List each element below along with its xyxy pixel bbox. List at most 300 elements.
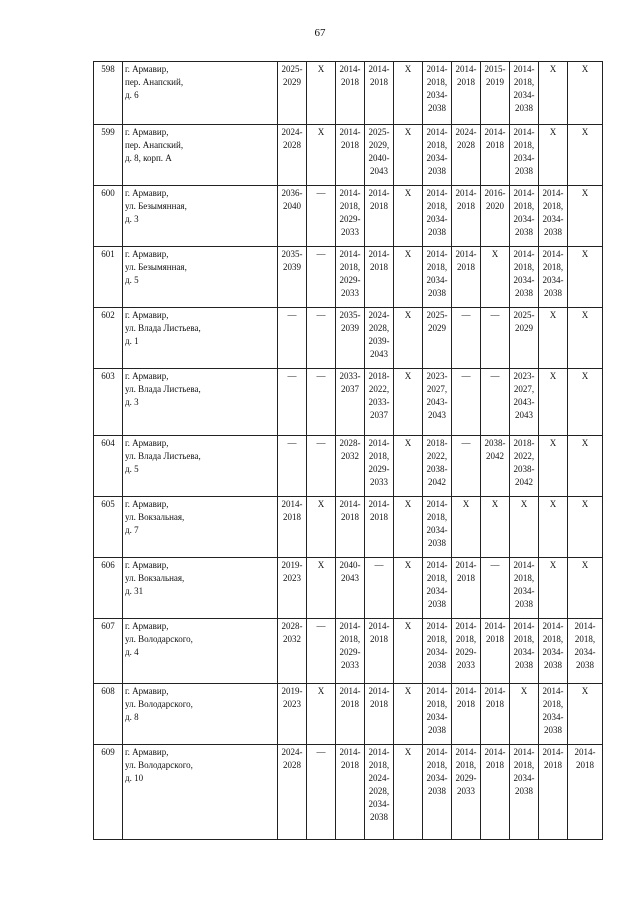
period-line: 2014- <box>339 249 361 259</box>
period-line: — <box>316 310 326 320</box>
period-line: 2039- <box>368 336 390 346</box>
period-line: — <box>287 310 297 320</box>
period-cell <box>423 186 452 247</box>
period-line: 2034- <box>426 90 448 100</box>
period-line: — <box>316 621 326 631</box>
period-line: 2022, <box>513 451 535 461</box>
period-cell <box>278 558 307 619</box>
period-cell <box>452 436 481 497</box>
period-line: 2016- <box>484 188 506 198</box>
period-line: 2014- <box>484 621 506 631</box>
period-line: 2018, <box>542 262 564 272</box>
period-cell <box>423 745 452 840</box>
period-line: 2019- <box>281 560 303 570</box>
period-line: 2034- <box>513 586 535 596</box>
period-cell <box>481 745 510 840</box>
period-line: 2018 <box>370 77 388 87</box>
period-line: — <box>316 371 326 381</box>
period-line: 2018 <box>457 201 475 211</box>
address-cell <box>123 684 278 745</box>
period-line: 2038 <box>428 288 446 298</box>
period-line: 2018- <box>426 438 448 448</box>
table-row <box>94 745 603 840</box>
period-cell <box>510 125 539 186</box>
period-line: X <box>581 249 589 259</box>
period-line: 2034- <box>513 214 535 224</box>
period-cell <box>510 684 539 745</box>
address-line: г. Армавир, <box>125 686 169 696</box>
period-line: 2042 <box>515 477 533 487</box>
period-cell <box>365 308 394 369</box>
period-line: X <box>549 438 557 448</box>
period-cell <box>336 619 365 684</box>
period-line: 2025- <box>368 127 390 137</box>
address-line: г. Армавир, <box>125 188 169 198</box>
period-cell <box>539 684 568 745</box>
period-cell <box>452 186 481 247</box>
period-line: X <box>549 64 557 74</box>
period-line: 2014- <box>542 686 564 696</box>
period-line: 2038 <box>515 660 533 670</box>
address-line: д. 8 <box>125 712 139 722</box>
address-line: г. Армавир, <box>125 64 169 74</box>
period-line: 2033- <box>368 397 390 407</box>
period-cell <box>481 497 510 558</box>
period-line: 2034- <box>542 712 564 722</box>
period-line: 2033 <box>341 660 359 670</box>
table-row <box>94 125 603 186</box>
period-line: 2014- <box>339 64 361 74</box>
period-line: 2014- <box>513 64 535 74</box>
period-line: 2018, <box>542 634 564 644</box>
period-cell <box>394 125 423 186</box>
period-line: 2018, <box>513 201 535 211</box>
address-line: д. 6 <box>125 90 139 100</box>
period-cell <box>307 619 336 684</box>
period-line: 2038 <box>370 812 388 822</box>
period-line: 2040- <box>368 153 390 163</box>
period-line: 2014- <box>339 686 361 696</box>
period-line: 2038 <box>544 725 562 735</box>
period-line: X <box>317 64 325 74</box>
period-line: 2014- <box>513 127 535 137</box>
period-line: — <box>490 371 500 381</box>
period-line: 2018, <box>513 634 535 644</box>
address-line: ул. Безымянная, <box>125 262 187 272</box>
period-line: 2014- <box>426 686 448 696</box>
period-cell <box>481 186 510 247</box>
period-line: 2018 <box>341 77 359 87</box>
period-line: 2029- <box>455 647 477 657</box>
period-line: 2014- <box>513 560 535 570</box>
row-number: 609 <box>94 745 123 840</box>
period-cell <box>452 308 481 369</box>
period-line: 2038 <box>515 786 533 796</box>
period-line: 2025- <box>513 310 535 320</box>
address-line: д. 3 <box>125 397 139 407</box>
period-cell <box>510 619 539 684</box>
period-cell <box>365 497 394 558</box>
period-line: 2024- <box>368 310 390 320</box>
period-line: 2014- <box>484 127 506 137</box>
table-row <box>94 247 603 308</box>
address-line: г. Армавир, <box>125 127 169 137</box>
period-line: — <box>461 310 471 320</box>
address-cell <box>123 62 278 125</box>
period-line: 2028, <box>368 786 390 796</box>
period-cell <box>394 247 423 308</box>
period-line: 2018 <box>457 699 475 709</box>
period-line: 2039 <box>283 262 301 272</box>
period-cell <box>510 62 539 125</box>
table-row <box>94 62 603 125</box>
period-cell <box>452 684 481 745</box>
address-cell <box>123 186 278 247</box>
period-line: 2038 <box>428 103 446 113</box>
page-number: 67 <box>314 27 326 39</box>
period-cell <box>539 62 568 125</box>
period-line: — <box>287 371 297 381</box>
period-line: 2014- <box>484 747 506 757</box>
period-line: 2038 <box>428 538 446 548</box>
period-line: 2038 <box>428 166 446 176</box>
address-line: ул. Влада Листьева, <box>125 384 201 394</box>
period-line: X <box>317 560 325 570</box>
period-line: 2043 <box>515 410 533 420</box>
period-cell <box>336 497 365 558</box>
period-line: 2028 <box>283 140 301 150</box>
period-cell <box>481 308 510 369</box>
period-cell <box>307 308 336 369</box>
period-line: 2014- <box>455 188 477 198</box>
period-line: 2018 <box>370 262 388 272</box>
period-cell <box>423 684 452 745</box>
period-line: X <box>317 127 325 137</box>
period-line: 2018, <box>513 262 535 272</box>
period-line: 2014- <box>368 64 390 74</box>
address-line: ул. Володарского, <box>125 699 193 709</box>
period-cell <box>278 308 307 369</box>
period-cell <box>539 619 568 684</box>
table-row <box>94 684 603 745</box>
period-cell <box>394 62 423 125</box>
period-line: 2014- <box>368 621 390 631</box>
schedule-table <box>93 61 603 840</box>
period-line: 2018 <box>370 201 388 211</box>
period-line: 2034- <box>513 153 535 163</box>
period-line: 2018 <box>457 262 475 272</box>
period-line: 2014- <box>426 64 448 74</box>
period-line: 2014- <box>484 686 506 696</box>
period-line: — <box>316 188 326 198</box>
period-line: 2038 <box>428 725 446 735</box>
period-line: 2023 <box>283 573 301 583</box>
period-line: 2018 <box>486 634 504 644</box>
address-line: д. 10 <box>125 773 144 783</box>
period-line: X <box>549 371 557 381</box>
period-line: X <box>581 560 589 570</box>
period-line: — <box>461 371 471 381</box>
address-line: д. 7 <box>125 525 139 535</box>
period-cell <box>423 369 452 436</box>
period-cell <box>307 684 336 745</box>
period-cell <box>307 558 336 619</box>
period-line: 2014- <box>426 188 448 198</box>
period-line: 2038 <box>515 288 533 298</box>
period-cell <box>365 436 394 497</box>
address-cell <box>123 308 278 369</box>
period-cell <box>394 369 423 436</box>
period-line: X <box>404 560 412 570</box>
period-line: 2034- <box>426 525 448 535</box>
period-line: 2014- <box>513 747 535 757</box>
period-cell <box>481 369 510 436</box>
period-cell <box>278 369 307 436</box>
period-line: 2033 <box>457 786 475 796</box>
period-line: 2024- <box>368 773 390 783</box>
period-line: 2014- <box>574 747 596 757</box>
period-line: X <box>581 127 589 137</box>
period-line: 2042 <box>428 477 446 487</box>
period-line: 2028 <box>283 760 301 770</box>
period-cell <box>278 62 307 125</box>
address-cell <box>123 247 278 308</box>
period-line: 2018, <box>542 201 564 211</box>
period-line: 2018 <box>283 512 301 522</box>
period-line: 2023 <box>283 699 301 709</box>
table-body <box>94 62 603 840</box>
period-cell <box>365 619 394 684</box>
period-line: 2018, <box>339 262 361 272</box>
period-cell <box>452 558 481 619</box>
period-line: X <box>581 686 589 696</box>
period-line: 2014- <box>542 249 564 259</box>
period-line: 2018 <box>370 699 388 709</box>
address-line: д. 4 <box>125 647 139 657</box>
period-cell <box>336 558 365 619</box>
period-line: — <box>316 438 326 448</box>
period-cell <box>423 558 452 619</box>
period-line: 2043- <box>513 397 535 407</box>
period-cell <box>539 125 568 186</box>
period-cell <box>568 62 603 125</box>
period-cell <box>307 62 336 125</box>
period-line: X <box>581 371 589 381</box>
period-line: 2018, <box>513 140 535 150</box>
period-cell <box>539 558 568 619</box>
period-cell <box>452 497 481 558</box>
period-cell <box>568 308 603 369</box>
period-line: 2034- <box>513 773 535 783</box>
period-cell <box>568 684 603 745</box>
period-line: 2023- <box>426 371 448 381</box>
period-line: 2018, <box>542 699 564 709</box>
period-line: 2034- <box>426 712 448 722</box>
period-cell <box>278 619 307 684</box>
period-cell <box>510 247 539 308</box>
period-line: 2023- <box>513 371 535 381</box>
period-line: 2037 <box>370 410 388 420</box>
period-line: 2014- <box>513 249 535 259</box>
period-line: 2018 <box>341 699 359 709</box>
period-cell <box>481 125 510 186</box>
period-line: 2034- <box>426 214 448 224</box>
period-cell <box>394 684 423 745</box>
period-line: 2024- <box>281 127 303 137</box>
table-row <box>94 308 603 369</box>
period-line: 2018, <box>426 699 448 709</box>
period-line: 2018, <box>368 451 390 461</box>
period-cell <box>568 186 603 247</box>
period-cell <box>365 684 394 745</box>
period-line: 2034- <box>574 647 596 657</box>
period-line: 2029- <box>455 773 477 783</box>
period-line: — <box>316 747 326 757</box>
address-line: пер. Анапский, <box>125 77 184 87</box>
period-cell <box>307 745 336 840</box>
period-line: 2040- <box>339 560 361 570</box>
period-cell <box>568 369 603 436</box>
period-line: 2018- <box>513 438 535 448</box>
address-line: ул. Вокзальная, <box>125 573 185 583</box>
table-row <box>94 497 603 558</box>
period-line: 2015- <box>484 64 506 74</box>
period-cell <box>481 558 510 619</box>
period-line: 2039 <box>341 323 359 333</box>
period-line: 2019 <box>486 77 504 87</box>
period-line: 2014- <box>455 686 477 696</box>
period-cell <box>394 745 423 840</box>
period-line: 2042 <box>486 451 504 461</box>
address-line: д. 5 <box>125 275 139 285</box>
period-cell <box>365 369 394 436</box>
period-line: 2018, <box>426 573 448 583</box>
period-line: X <box>491 249 499 259</box>
address-line: г. Армавир, <box>125 560 169 570</box>
period-line: 2034- <box>426 153 448 163</box>
period-line: 2043 <box>370 166 388 176</box>
period-line: X <box>520 686 528 696</box>
period-line: X <box>581 310 589 320</box>
period-line: 2029- <box>339 275 361 285</box>
period-cell <box>452 247 481 308</box>
period-cell <box>278 125 307 186</box>
table-row <box>94 619 603 684</box>
period-cell <box>394 558 423 619</box>
period-line: 2024- <box>455 127 477 137</box>
period-line: 2018, <box>426 512 448 522</box>
period-line: 2018 <box>544 760 562 770</box>
row-number: 599 <box>94 125 123 186</box>
address-line: д. 3 <box>125 214 139 224</box>
period-line: 2038 <box>544 660 562 670</box>
period-line: X <box>404 747 412 757</box>
address-line: д. 31 <box>125 586 144 596</box>
period-line: 2014- <box>426 249 448 259</box>
period-line: 2028, <box>368 323 390 333</box>
period-line: 2034- <box>513 90 535 100</box>
period-line: X <box>581 188 589 198</box>
address-line: г. Армавир, <box>125 499 169 509</box>
period-line: 2014- <box>455 747 477 757</box>
period-line: 2028- <box>281 621 303 631</box>
address-cell <box>123 745 278 840</box>
period-line: X <box>404 686 412 696</box>
period-line: 2018 <box>370 634 388 644</box>
period-cell <box>365 125 394 186</box>
period-line: 2033 <box>341 227 359 237</box>
address-line: г. Армавир, <box>125 310 169 320</box>
period-line: 2035- <box>281 249 303 259</box>
address-cell <box>123 558 278 619</box>
period-cell <box>539 186 568 247</box>
period-cell <box>336 247 365 308</box>
period-line: 2029- <box>339 647 361 657</box>
period-cell <box>481 247 510 308</box>
period-line: 2014- <box>368 188 390 198</box>
period-line: X <box>317 499 325 509</box>
period-line: 2014- <box>455 249 477 259</box>
period-cell <box>510 308 539 369</box>
period-line: 2018, <box>426 634 448 644</box>
period-line: 2029, <box>368 140 390 150</box>
period-cell <box>336 125 365 186</box>
period-line: 2025- <box>426 310 448 320</box>
period-cell <box>481 619 510 684</box>
period-line: X <box>404 64 412 74</box>
period-line: 2014- <box>513 621 535 631</box>
period-line: 2014- <box>542 747 564 757</box>
period-cell <box>394 619 423 684</box>
address-cell <box>123 436 278 497</box>
period-line: 2034- <box>368 799 390 809</box>
period-line: 2033- <box>339 371 361 381</box>
period-cell <box>278 684 307 745</box>
period-cell <box>365 247 394 308</box>
row-number: 605 <box>94 497 123 558</box>
period-line: — <box>490 560 500 570</box>
period-cell <box>539 745 568 840</box>
period-cell <box>307 125 336 186</box>
period-line: 2018, <box>368 760 390 770</box>
period-line: X <box>549 560 557 570</box>
period-line: 2034- <box>542 214 564 224</box>
period-cell <box>510 436 539 497</box>
address-line: д. 8, корп. А <box>125 153 172 163</box>
period-cell <box>423 125 452 186</box>
period-line: 2014- <box>426 560 448 570</box>
period-cell <box>423 436 452 497</box>
row-number: 598 <box>94 62 123 125</box>
period-cell <box>568 247 603 308</box>
period-line: 2014- <box>368 686 390 696</box>
period-line: 2014- <box>368 438 390 448</box>
address-line: пер. Анапский, <box>125 140 184 150</box>
period-line: 2018, <box>339 634 361 644</box>
period-line: 2027, <box>426 384 448 394</box>
address-line: ул. Володарского, <box>125 634 193 644</box>
period-line: 2040 <box>283 201 301 211</box>
period-line: X <box>404 438 412 448</box>
period-line: 2035- <box>339 310 361 320</box>
period-line: 2033 <box>457 660 475 670</box>
period-line: 2020 <box>486 201 504 211</box>
period-cell <box>307 497 336 558</box>
period-line: 2014- <box>455 64 477 74</box>
period-cell <box>278 247 307 308</box>
period-line: 2014- <box>426 747 448 757</box>
period-line: 2014- <box>281 499 303 509</box>
